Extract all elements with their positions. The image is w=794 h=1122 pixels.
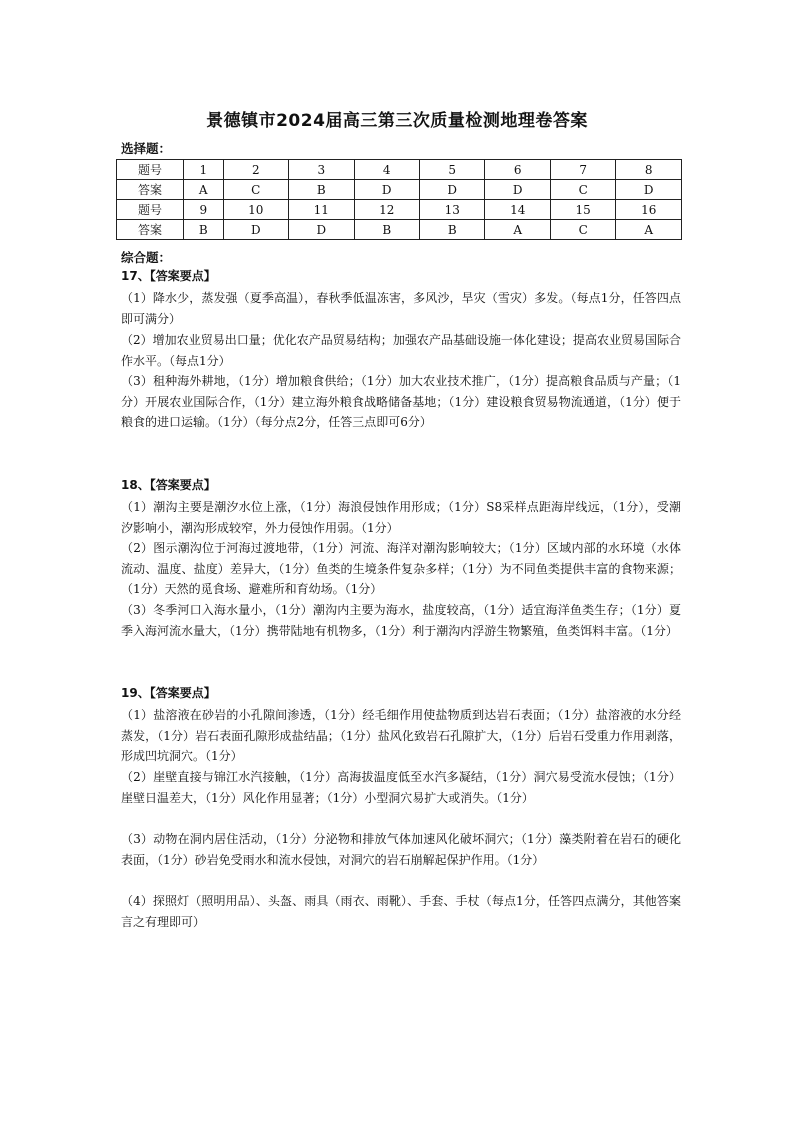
table-cell: 14 <box>485 200 550 220</box>
table-cell: C <box>223 180 288 200</box>
table-cell: 5 <box>419 160 484 180</box>
table-cell: D <box>223 220 288 240</box>
table-cell: B <box>184 220 224 240</box>
table-row <box>117 160 682 180</box>
question-19-part-3: （3）动物在洞内居住活动，（1分）分泌物和排放气体加速风化破坏洞穴；（1分）藻类附着在岩石的硬化表面，（1分）砂岩免受雨水和流水侵蚀，对洞穴的岩石崩解起保护作用。（1分） <box>121 832 681 867</box>
table-cell: B <box>419 220 484 240</box>
question-19-part-1: （1）盐溶液在砂岩的小孔隙间渗透，（1分）经毛细作用使盐物质到达岩石表面；（1分）盐溶液的水分经蒸发，（1分）岩石表面孔隙形成盐结晶；（1分）盐风化致岩石孔隙扩大，（1分）后岩石受重力作用剥落，形成凹坑洞穴。（1分） <box>121 708 681 763</box>
table-cell: 3 <box>289 160 354 180</box>
table-header-question: 题号 <box>117 200 184 220</box>
question-18-part-3: （3）冬季河口入海水量小，（1分）潮沟内主要为海水，盐度较高，（1分）适宜海洋鱼类生存；（1分）夏季入海河流水量大，（1分）携带陆地有机物多，（1分）利于潮沟内浮游生物繁殖，鱼类饵料丰富。（1分） <box>121 603 681 638</box>
table-row <box>117 220 682 240</box>
table-cell: 2 <box>223 160 288 180</box>
table-cell: A <box>184 180 224 200</box>
table-cell: D <box>354 180 419 200</box>
table-cell: 12 <box>354 200 419 220</box>
question-19-part-2: （2）崖壁直接与锦江水汽接触，（1分）高海拔温度低至水汽多凝结，（1分）洞穴易受流水侵蚀；（1分）崖壁日温差大，（1分）风化作用显著；（1分）小型洞穴易扩大或消失。（1分） <box>121 770 681 805</box>
table-cell: 16 <box>616 200 682 220</box>
table-cell: 10 <box>223 200 288 220</box>
table-cell: C <box>550 180 615 200</box>
table-row <box>117 180 682 200</box>
table-cell: 15 <box>550 200 615 220</box>
table-cell: C <box>550 220 615 240</box>
table-cell: D <box>485 180 550 200</box>
table-header-answer: 答案 <box>117 180 184 200</box>
table-cell: 8 <box>616 160 682 180</box>
table-header-answer: 答案 <box>117 220 184 240</box>
table-cell: 1 <box>184 160 224 180</box>
question-17-part-1: （1）降水少，蒸发强（夏季高温），春秋季低温冻害，多风沙，旱灾（雪灾）多发。（每点1分，任答四点即可满分） <box>121 291 681 326</box>
question-18-heading: 18、【答案要点】 <box>121 478 216 492</box>
page-title: 景德镇市2024届高三第三次质量检测地理卷答案 <box>206 111 588 131</box>
table-cell: D <box>616 180 682 200</box>
question-17-part-2: （2）增加农业贸易出口量；优化农产品贸易结构；加强农产品基础设施一体化建设；提高农业贸易国际合作水平。（每点1分） <box>121 333 681 368</box>
answer-table <box>116 159 682 240</box>
question-17-heading: 17、【答案要点】 <box>121 269 216 283</box>
question-19-heading: 19、【答案要点】 <box>121 686 216 700</box>
question-18-part-1: （1）潮沟主要是潮汐水位上涨，（1分）海浪侵蚀作用形成；（1分）S8采样点距海岸线远，（1分），受潮汐影响小，潮沟形成较窄，外力侵蚀作用弱。（1分） <box>121 500 681 535</box>
comprehensive-section-label: 综合题： <box>121 250 172 265</box>
table-cell: D <box>419 180 484 200</box>
table-cell: B <box>354 220 419 240</box>
question-18-part-2: （2）图示潮沟位于河海过渡地带，（1分）河流、海洋对潮沟影响较大；（1分）区域内部的水环境（水体流动、温度、盐度）差异大，（1分）鱼类的生境条件复杂多样；（1分）为不同鱼类提供丰富的食物来源；（1分）天然的觅食场、避难所和育幼场。（1分） <box>121 541 681 596</box>
choice-section-label: 选择题： <box>121 141 172 156</box>
table-cell: 6 <box>485 160 550 180</box>
table-cell: 4 <box>354 160 419 180</box>
table-header-question: 题号 <box>117 160 184 180</box>
question-19-part-4: （4）探照灯（照明用品）、头盔、雨具（雨衣、雨靴）、手套、手杖（每点1分，任答四点满分，其他答案言之有理即可） <box>121 894 681 929</box>
table-cell: D <box>289 220 354 240</box>
table-cell: 11 <box>289 200 354 220</box>
table-cell: A <box>616 220 682 240</box>
table-cell: A <box>485 220 550 240</box>
table-cell: B <box>289 180 354 200</box>
table-cell: 7 <box>550 160 615 180</box>
table-row <box>117 200 682 220</box>
table-cell: 9 <box>184 200 224 220</box>
question-17-part-3: （3）租种海外耕地，（1分）增加粮食供给；（1分）加大农业技术推广，（1分）提高粮食品质与产量；（1分）开展农业国际合作，（1分）建立海外粮食战略储备基地；（1分）建设粮食贸易物流通道，（1分）便于粮食的进口运输。（1分）（每分点2分，任答三点即可6分） <box>121 374 681 429</box>
table-cell: 13 <box>419 200 484 220</box>
